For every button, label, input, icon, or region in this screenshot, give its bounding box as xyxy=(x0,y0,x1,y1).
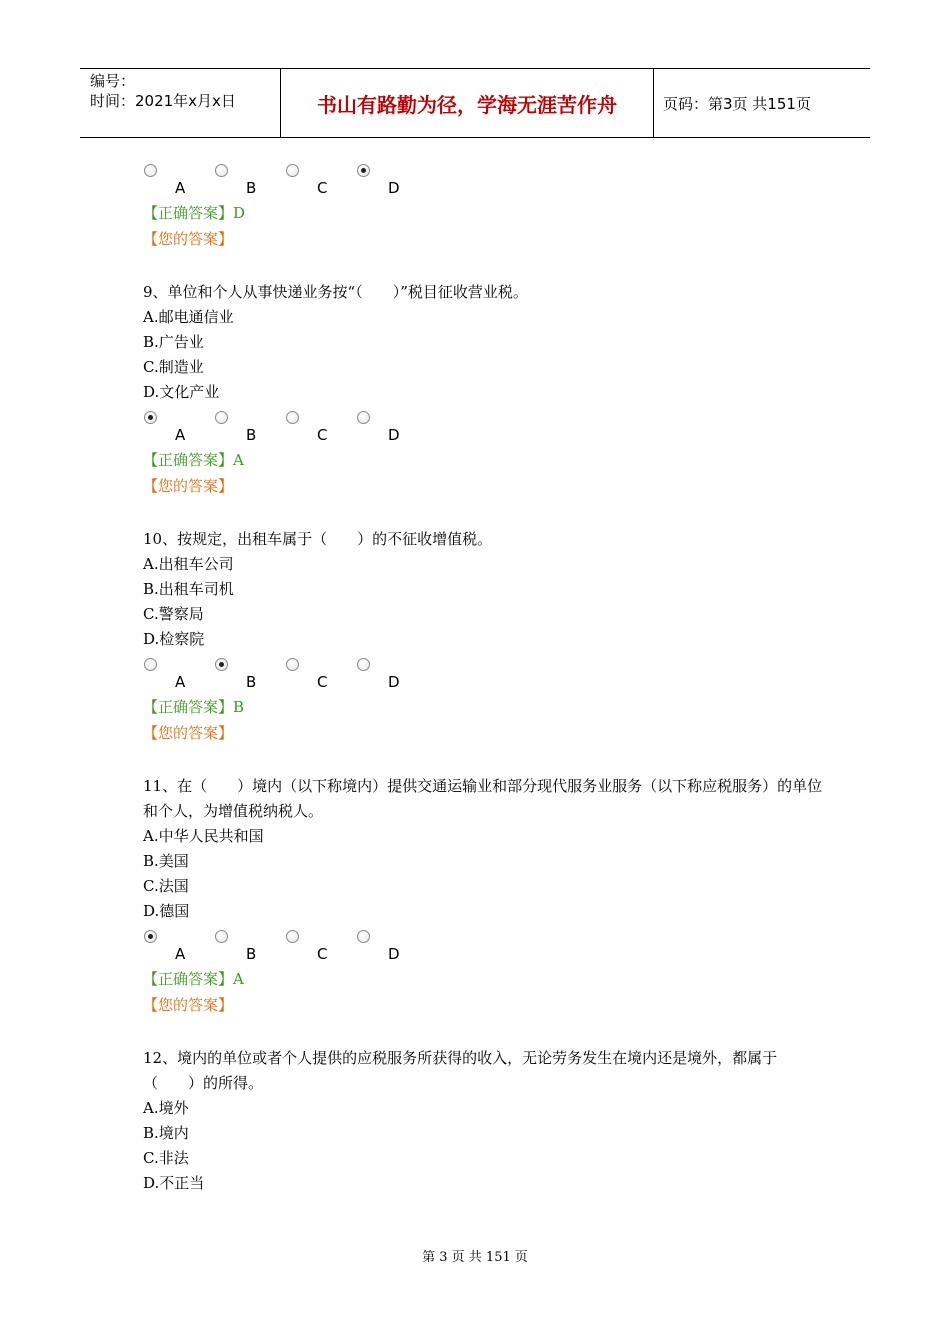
your-answer: 【您的答案】 xyxy=(143,724,234,742)
radio-option-d[interactable] xyxy=(356,158,400,200)
radio-label: B xyxy=(246,673,257,691)
question-gap xyxy=(143,746,823,774)
answer-option: A.中华人民共和国 xyxy=(143,827,264,845)
question-gap xyxy=(143,1018,823,1046)
radio-option-a[interactable] xyxy=(143,652,186,694)
radio-checked-icon[interactable] xyxy=(144,930,157,943)
question-stem: 11、在（ ）境内（以下称境内）提供交通运输业和部分现代服务业服务（以下称应税服务）的单位和个人，为增值税纳税人。 xyxy=(143,777,823,820)
answer-option: D.检察院 xyxy=(143,630,205,648)
page-footer: 第 3 页 共 151 页 xyxy=(422,1250,528,1265)
radio-label: D xyxy=(388,426,400,444)
answer-option: B.美国 xyxy=(143,852,189,870)
radio-unchecked-icon[interactable] xyxy=(144,658,157,671)
header-motto: 书山有路勤为径，学海无涯苦作舟 xyxy=(281,69,654,137)
header-info xyxy=(80,69,281,137)
radio-option-c[interactable] xyxy=(285,158,328,200)
answer-option: C.非法 xyxy=(143,1149,189,1167)
answer-radio-group xyxy=(143,924,823,966)
correct-answer: 【正确答案】A xyxy=(143,451,244,469)
radio-option-d[interactable] xyxy=(356,924,400,966)
radio-label: B xyxy=(246,426,257,444)
question-list xyxy=(143,158,823,1196)
answer-option: C.法国 xyxy=(143,877,189,895)
radio-checked-icon[interactable] xyxy=(357,164,370,177)
radio-option-b[interactable] xyxy=(214,158,257,200)
radio-label: A xyxy=(175,179,186,197)
radio-unchecked-icon[interactable] xyxy=(215,411,228,424)
radio-option-a[interactable] xyxy=(143,924,186,966)
radio-label: D xyxy=(388,945,400,963)
answer-option: D.德国 xyxy=(143,902,190,920)
radio-unchecked-icon[interactable] xyxy=(286,658,299,671)
radio-option-b[interactable] xyxy=(214,652,257,694)
correct-answer: 【正确答案】B xyxy=(143,698,245,716)
answer-radio-group xyxy=(143,405,823,447)
radio-option-d[interactable] xyxy=(356,405,400,447)
radio-unchecked-icon[interactable] xyxy=(144,164,157,177)
page-header xyxy=(80,68,870,138)
question-stem: 10、按规定，出租车属于（ ）的不征收增值税。 xyxy=(143,530,493,548)
question-block xyxy=(143,158,823,252)
answer-option: B.出租车司机 xyxy=(143,580,234,598)
correct-answer: 【正确答案】D xyxy=(143,204,246,222)
date-label: 时间：2021年x月x日 xyxy=(90,92,236,110)
radio-unchecked-icon[interactable] xyxy=(357,411,370,424)
answer-option: A.邮电通信业 xyxy=(143,308,234,326)
radio-unchecked-icon[interactable] xyxy=(357,930,370,943)
answer-radio-group xyxy=(143,652,823,694)
question-gap xyxy=(143,252,823,280)
answer-option: C.警察局 xyxy=(143,605,204,623)
radio-option-a[interactable] xyxy=(143,405,186,447)
answer-option: B.境内 xyxy=(143,1124,189,1142)
radio-label: C xyxy=(317,179,328,197)
correct-answer: 【正确答案】A xyxy=(143,970,244,988)
your-answer: 【您的答案】 xyxy=(143,477,234,495)
question-block xyxy=(143,746,823,1018)
answer-radio-group xyxy=(143,158,823,200)
radio-label: C xyxy=(317,945,328,963)
question-block xyxy=(143,499,823,746)
question-block xyxy=(143,252,823,499)
answer-option: A.境外 xyxy=(143,1099,189,1117)
radio-unchecked-icon[interactable] xyxy=(286,930,299,943)
question-block xyxy=(143,1018,823,1196)
radio-label: A xyxy=(175,945,186,963)
radio-option-b[interactable] xyxy=(214,405,257,447)
radio-unchecked-icon[interactable] xyxy=(215,164,228,177)
radio-checked-icon[interactable] xyxy=(144,411,157,424)
your-answer: 【您的答案】 xyxy=(143,230,234,248)
radio-option-c[interactable] xyxy=(285,652,328,694)
radio-option-c[interactable] xyxy=(285,405,328,447)
question-gap xyxy=(143,499,823,527)
header-page-label: 页码：第3页 共151页 xyxy=(663,94,811,113)
radio-unchecked-icon[interactable] xyxy=(286,411,299,424)
radio-unchecked-icon[interactable] xyxy=(286,164,299,177)
radio-label: D xyxy=(388,673,400,691)
question-stem: 12、境内的单位或者个人提供的应税服务所获得的收入，无论劳务发生在境内还是境外，都属于（ ）的所得。 xyxy=(143,1049,778,1092)
question-stem: 9、单位和个人从事快递业务按“（ ）”税目征收营业税。 xyxy=(143,283,528,301)
radio-label: C xyxy=(317,673,328,691)
radio-label: A xyxy=(175,673,186,691)
radio-label: B xyxy=(246,179,257,197)
answer-option: C.制造业 xyxy=(143,358,204,376)
radio-option-b[interactable] xyxy=(214,924,257,966)
radio-label: D xyxy=(388,179,400,197)
answer-option: A.出租车公司 xyxy=(143,555,234,573)
radio-option-d[interactable] xyxy=(356,652,400,694)
radio-label: B xyxy=(246,945,257,963)
answer-option: D.不正当 xyxy=(143,1174,205,1192)
radio-label: C xyxy=(317,426,328,444)
radio-option-a[interactable] xyxy=(143,158,186,200)
radio-unchecked-icon[interactable] xyxy=(215,930,228,943)
radio-unchecked-icon[interactable] xyxy=(357,658,370,671)
radio-label: A xyxy=(175,426,186,444)
radio-option-c[interactable] xyxy=(285,924,328,966)
number-label: 编号： xyxy=(90,72,136,90)
your-answer: 【您的答案】 xyxy=(143,996,234,1014)
radio-checked-icon[interactable] xyxy=(215,658,228,671)
answer-option: B.广告业 xyxy=(143,333,204,351)
answer-option: D.文化产业 xyxy=(143,383,220,401)
